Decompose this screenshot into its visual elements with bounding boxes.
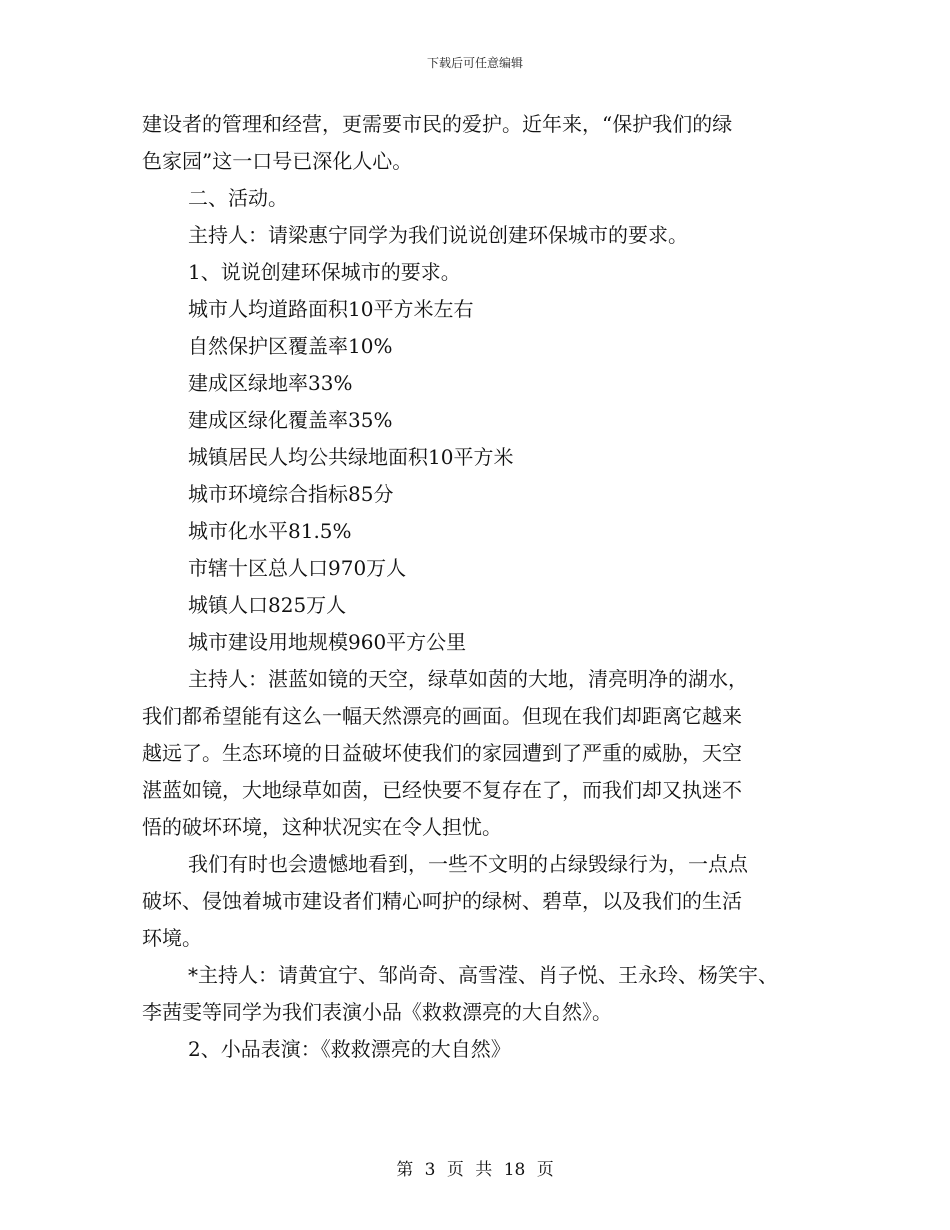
text-line: 建设者的管理和经营，更需要市民的爱护。近年来，“保护我们的绿: [142, 112, 733, 136]
text-line: 建成区绿化覆盖率35%: [188, 408, 393, 432]
text-line: 环境。: [142, 926, 202, 950]
text-line: 2、小品表演：《救救漂亮的大自然》: [188, 1037, 511, 1061]
text-line: 城市环境综合指标85分: [188, 482, 394, 506]
text-line: 色家园”这一口号已深化人心。: [142, 149, 413, 173]
text-line: 城镇居民人均公共绿地面积10平方米: [188, 445, 514, 469]
text-line: 我们有时也会遗憾地看到，一些不文明的占绿毁绿行为，一点点: [188, 852, 748, 876]
text-line: 主持人：请梁惠宁同学为我们说说创建环保城市的要求。: [188, 223, 688, 247]
text-line: 我们都希望能有这么一幅天然漂亮的画面。但现在我们却距离它越来: [142, 704, 742, 728]
page-header: 下载后可任意编辑: [426, 56, 523, 70]
text-line: 主持人：湛蓝如镜的天空，绿草如茵的大地，清亮明净的湖水，: [188, 667, 748, 691]
document-body: [142, 106, 822, 1068]
text-line: 1、说说创建环保城市的要求。: [188, 260, 461, 284]
text-line: 越远了。生态环境的日益破坏使我们的家园遭到了严重的威胁，天空: [142, 741, 742, 765]
text-line: 二、活动。: [188, 186, 288, 210]
text-line: 破坏、侵蚀着城市建设者们精心呵护的绿树、碧草，以及我们的生活: [142, 889, 742, 913]
text-line: 李茜雯等同学为我们表演小品《救救漂亮的大自然》。: [142, 1000, 612, 1024]
text-line: 市辖十区总人口970万人: [188, 556, 407, 580]
text-line: 城镇人口825万人: [188, 593, 347, 617]
text-line: 自然保护区覆盖率10%: [188, 334, 393, 358]
text-line: 城市化水平81.5%: [188, 519, 352, 543]
text-line: 悟的破坏环境，这种状况实在令人担忧。: [142, 815, 502, 839]
page-footer: 第 3 页 共 18 页: [396, 1160, 554, 1180]
text-line: 城市建设用地规模960平方公里: [188, 630, 467, 654]
text-line: 建成区绿地率33%: [188, 371, 353, 395]
text-line: 城市人均道路面积10平方米左右: [188, 297, 474, 321]
text-line: 湛蓝如镜，大地绿草如茵，已经快要不复存在了，而我们却又执迷不: [142, 778, 742, 802]
text-line: *主持人：请黄宜宁、邹尚奇、高雪滢、肖子悦、王永玲、杨笑宇、: [188, 963, 778, 987]
